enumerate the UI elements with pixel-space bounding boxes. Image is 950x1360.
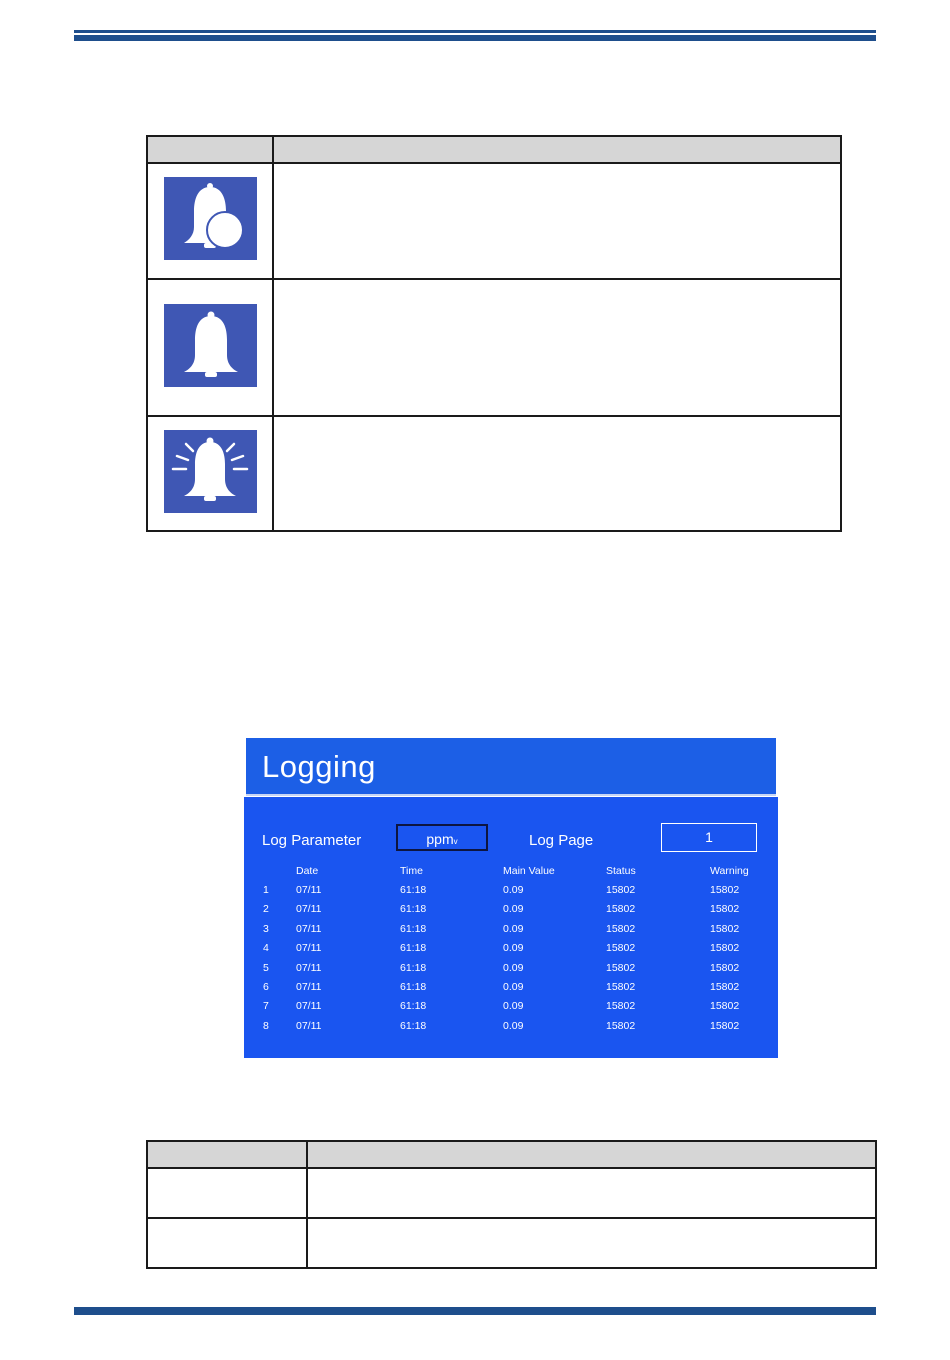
table-cell	[307, 1168, 876, 1218]
status-cell: 15802	[606, 1019, 636, 1032]
table-header-row	[147, 1141, 876, 1168]
row-number: 8	[263, 1019, 269, 1032]
log-row	[244, 942, 778, 956]
main-value-cell: 0.09	[503, 961, 524, 974]
log-parameter-label: Log Parameter	[262, 832, 362, 849]
alarm-bell-ringing-icon	[164, 430, 257, 513]
table-header-cell	[147, 136, 273, 163]
log-page-input[interactable]: 1	[661, 823, 757, 852]
warning-cell: 15802	[710, 903, 740, 916]
header-rule-thick	[74, 35, 876, 41]
status-cell: 15802	[606, 903, 636, 916]
warning-cell: 15802	[710, 961, 740, 974]
status-cell: 15802	[606, 961, 636, 974]
table-row	[147, 279, 841, 416]
logging-header	[246, 738, 776, 796]
log-page-label: Log Page	[529, 832, 594, 849]
column-header: Main Value	[503, 865, 555, 877]
date-cell: 07/11	[296, 961, 322, 974]
status-cell: 15802	[606, 1000, 636, 1013]
log-row	[244, 962, 778, 976]
main-value-cell: 0.09	[503, 942, 524, 955]
date-cell: 07/11	[296, 942, 322, 955]
log-row	[244, 884, 778, 898]
warning-cell: 15802	[710, 981, 740, 993]
logging-body	[244, 797, 778, 1058]
warning-cell: 15802	[710, 884, 740, 896]
main-value-cell: 0.09	[503, 884, 524, 896]
row-number: 7	[263, 1000, 269, 1013]
alarm-icon-table	[146, 135, 842, 532]
alarm-bell-circle-icon	[164, 177, 257, 260]
time-cell: 61:18	[400, 922, 427, 935]
log-row	[244, 1020, 778, 1034]
table-row	[147, 416, 841, 531]
log-row	[244, 1000, 778, 1014]
log-table-header	[244, 865, 778, 879]
table-header-cell	[307, 1141, 876, 1168]
table-cell	[147, 163, 273, 279]
table-cell	[307, 1218, 876, 1268]
main-value-cell: 0.09	[503, 922, 524, 935]
main-value-cell: 0.09	[503, 1019, 524, 1032]
date-cell: 07/11	[296, 884, 322, 896]
log-parameter-select[interactable]	[396, 824, 488, 851]
page-title: Logging	[262, 749, 376, 784]
table-cell	[147, 279, 273, 416]
time-cell: 61:18	[400, 961, 427, 974]
column-header: Warning	[710, 865, 749, 877]
parameter-table	[146, 1140, 877, 1269]
table-row	[147, 1168, 876, 1218]
log-row	[244, 923, 778, 937]
table-row	[147, 1218, 876, 1268]
status-cell: 15802	[606, 884, 636, 896]
table-header-row	[147, 136, 841, 163]
time-cell: 61:18	[400, 1019, 427, 1032]
table-cell	[273, 416, 841, 531]
header-rule-thin	[74, 30, 876, 33]
time-cell: 61:18	[400, 942, 427, 955]
date-cell: 07/11	[296, 1000, 322, 1013]
table-header-cell	[147, 1141, 307, 1168]
main-value-cell: 0.09	[503, 1000, 524, 1013]
time-cell: 61:18	[400, 903, 427, 916]
main-value-cell: 0.09	[503, 903, 524, 916]
date-cell: 07/11	[296, 1019, 322, 1032]
log-parameter-value: ppm	[426, 831, 454, 847]
table-cell	[147, 1168, 307, 1218]
table-cell	[147, 416, 273, 531]
status-cell: 15802	[606, 922, 636, 935]
log-parameter-subscript: v	[453, 837, 458, 846]
log-row	[244, 903, 778, 917]
log-row	[244, 981, 778, 995]
table-cell	[273, 163, 841, 279]
column-header: Time	[400, 865, 423, 877]
date-cell: 07/11	[296, 922, 322, 935]
row-number: 1	[263, 884, 269, 896]
status-cell: 15802	[606, 942, 636, 955]
date-cell: 07/11	[296, 981, 322, 993]
warning-cell: 15802	[710, 1000, 740, 1013]
logging-screen	[244, 737, 778, 1058]
time-cell: 61:18	[400, 981, 427, 993]
status-cell: 15802	[606, 981, 636, 993]
main-value-cell: 0.09	[503, 981, 524, 993]
time-cell: 61:18	[400, 884, 427, 896]
table-cell	[273, 279, 841, 416]
date-cell: 07/11	[296, 903, 322, 916]
footer-rule	[74, 1307, 876, 1315]
row-number: 3	[263, 922, 269, 935]
column-header: Date	[296, 865, 319, 877]
row-number: 6	[263, 981, 269, 993]
warning-cell: 15802	[710, 942, 740, 955]
alarm-bell-icon	[164, 304, 257, 387]
row-number: 5	[263, 961, 269, 974]
row-number: 4	[263, 942, 269, 955]
time-cell: 61:18	[400, 1000, 427, 1013]
column-header: Status	[606, 865, 636, 877]
table-header-cell	[273, 136, 841, 163]
table-row	[147, 163, 841, 279]
warning-cell: 15802	[710, 922, 740, 935]
row-number: 2	[263, 903, 269, 916]
table-cell	[147, 1218, 307, 1268]
warning-cell: 15802	[710, 1019, 740, 1032]
